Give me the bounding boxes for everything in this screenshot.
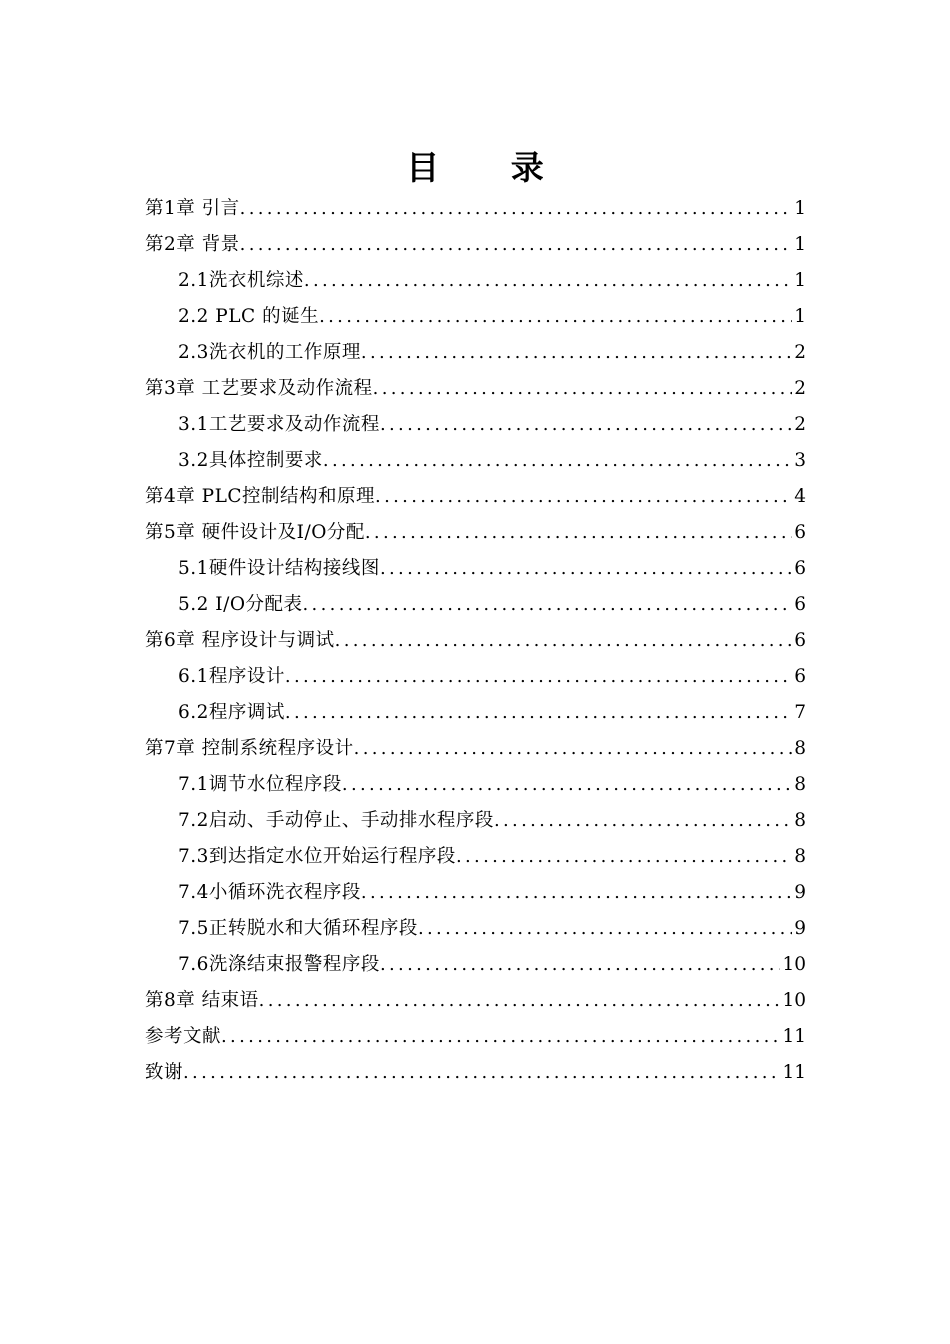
toc-entry-title: 7.3到达指定水位开始运行程序段 <box>178 846 456 867</box>
toc-entry-title: 7.6洗涤结束报警程序段 <box>178 954 380 975</box>
dot-leader <box>375 479 792 515</box>
toc-entry[interactable] <box>145 839 806 875</box>
toc-entry-title: 第2章 背景 <box>145 234 240 255</box>
toc-entry-title: 6.2程序调试 <box>178 702 285 723</box>
toc-entry-page-number: 1 <box>794 234 806 255</box>
toc-entry-page-number: 11 <box>782 1026 806 1047</box>
dot-leader <box>183 1055 780 1091</box>
dot-leader <box>342 767 792 803</box>
toc-entry[interactable] <box>145 983 806 1019</box>
toc-entry-page-number: 6 <box>794 630 806 651</box>
dot-leader <box>380 947 781 983</box>
toc-entry-page-number: 8 <box>794 774 806 795</box>
dot-leader <box>240 227 793 263</box>
dot-leader <box>259 983 781 1019</box>
toc-entry[interactable] <box>145 659 806 695</box>
toc-entry-page-number: 6 <box>794 522 806 543</box>
toc-entry[interactable] <box>145 227 806 263</box>
toc-entry[interactable] <box>145 191 806 227</box>
toc-entry-page-number: 2 <box>794 414 806 435</box>
toc-entry-page-number: 1 <box>794 306 806 327</box>
dot-leader <box>456 839 792 875</box>
toc-entry-page-number: 9 <box>794 918 806 939</box>
toc-entry[interactable] <box>145 875 806 911</box>
toc-entry-page-number: 1 <box>794 270 806 291</box>
toc-entry[interactable] <box>145 407 806 443</box>
toc-entry-title: 2.3洗衣机的工作原理 <box>178 342 361 363</box>
toc-entry[interactable] <box>145 623 806 659</box>
toc-entry-page-number: 10 <box>782 990 806 1011</box>
toc-entry-title: 7.4小循环洗衣程序段 <box>178 882 361 903</box>
dot-leader <box>494 803 792 839</box>
toc-entry-title: 第7章 控制系统程序设计 <box>145 738 354 759</box>
toc-entry-title: 2.1洗衣机综述 <box>178 270 304 291</box>
toc-entry-title: 3.1工艺要求及动作流程 <box>178 414 380 435</box>
toc-entry[interactable] <box>145 1055 806 1091</box>
toc-entry[interactable] <box>145 695 806 731</box>
toc-entry-page-number: 3 <box>794 450 806 471</box>
toc-entry-page-number: 2 <box>794 342 806 363</box>
toc-entry-title: 7.5正转脱水和大循环程序段 <box>178 918 418 939</box>
dot-leader <box>380 551 792 587</box>
toc-entry-title: 第6章 程序设计与调试 <box>145 630 335 651</box>
toc-entry-title: 2.2 PLC 的诞生 <box>178 306 320 327</box>
dot-leader <box>418 911 792 947</box>
toc-entry[interactable] <box>145 299 806 335</box>
toc-entry-page-number: 8 <box>794 810 806 831</box>
toc-entry-page-number: 8 <box>794 846 806 867</box>
toc-entry[interactable] <box>145 335 806 371</box>
toc-entry[interactable] <box>145 1019 806 1055</box>
toc-entry-title: 第1章 引言 <box>145 198 240 219</box>
toc-entry[interactable] <box>145 587 806 623</box>
dot-leader <box>323 443 792 479</box>
toc-entry[interactable] <box>145 731 806 767</box>
toc-entry-page-number: 6 <box>794 666 806 687</box>
toc-entry-page-number: 2 <box>794 378 806 399</box>
toc-entry[interactable] <box>145 551 806 587</box>
dot-leader <box>361 335 792 371</box>
toc-entry-page-number: 6 <box>794 594 806 615</box>
dot-leader <box>221 1019 780 1055</box>
toc-entry-title: 6.1程序设计 <box>178 666 285 687</box>
toc-entry-title: 5.2 I/O分配表 <box>178 594 303 615</box>
dot-leader <box>365 515 792 551</box>
toc-entry-title: 第3章 工艺要求及动作流程 <box>145 378 373 399</box>
toc-entry-title: 第8章 结束语 <box>145 990 259 1011</box>
toc-entry-page-number: 8 <box>794 738 806 759</box>
dot-leader <box>361 875 792 911</box>
toc-entry-page-number: 7 <box>794 702 806 723</box>
dot-leader <box>304 263 792 299</box>
toc-entry[interactable] <box>145 443 806 479</box>
dot-leader <box>373 371 793 407</box>
toc-entry-title: 第5章 硬件设计及I/O分配 <box>145 522 365 543</box>
toc-entry-title: 3.2具体控制要求 <box>178 450 323 471</box>
toc-entry[interactable] <box>145 515 806 551</box>
dot-leader <box>319 299 792 335</box>
toc-entry-page-number: 1 <box>794 198 806 219</box>
toc-entry-title: 5.1硬件设计结构接线图 <box>178 558 380 579</box>
toc-entry-page-number: 10 <box>782 954 806 975</box>
toc-entry-page-number: 6 <box>794 558 806 579</box>
dot-leader <box>335 623 793 659</box>
toc-title: 目 录 <box>406 148 574 187</box>
dot-leader <box>285 695 792 731</box>
toc-entry[interactable] <box>145 803 806 839</box>
toc-entry-page-number: 11 <box>782 1062 806 1083</box>
toc-list <box>145 191 806 1091</box>
dot-leader <box>354 731 793 767</box>
dot-leader <box>303 587 793 623</box>
toc-entry[interactable] <box>145 371 806 407</box>
toc-entry-title: 参考文献 <box>145 1026 222 1047</box>
dot-leader <box>285 659 792 695</box>
dot-leader <box>380 407 792 443</box>
toc-entry-title: 第4章 PLC控制结构和原理 <box>145 486 376 507</box>
dot-leader <box>240 191 793 227</box>
toc-entry-page-number: 4 <box>794 486 806 507</box>
toc-entry-page-number: 9 <box>794 882 806 903</box>
toc-entry-title: 7.2启动、手动停止、手动排水程序段 <box>178 810 494 831</box>
toc-entry[interactable] <box>145 767 806 803</box>
toc-entry[interactable] <box>145 947 806 983</box>
toc-entry[interactable] <box>145 911 806 947</box>
toc-entry-title: 7.1调节水位程序段 <box>178 774 342 795</box>
toc-entry[interactable] <box>145 479 806 515</box>
toc-entry-title: 致谢 <box>145 1062 184 1083</box>
toc-entry[interactable] <box>145 263 806 299</box>
